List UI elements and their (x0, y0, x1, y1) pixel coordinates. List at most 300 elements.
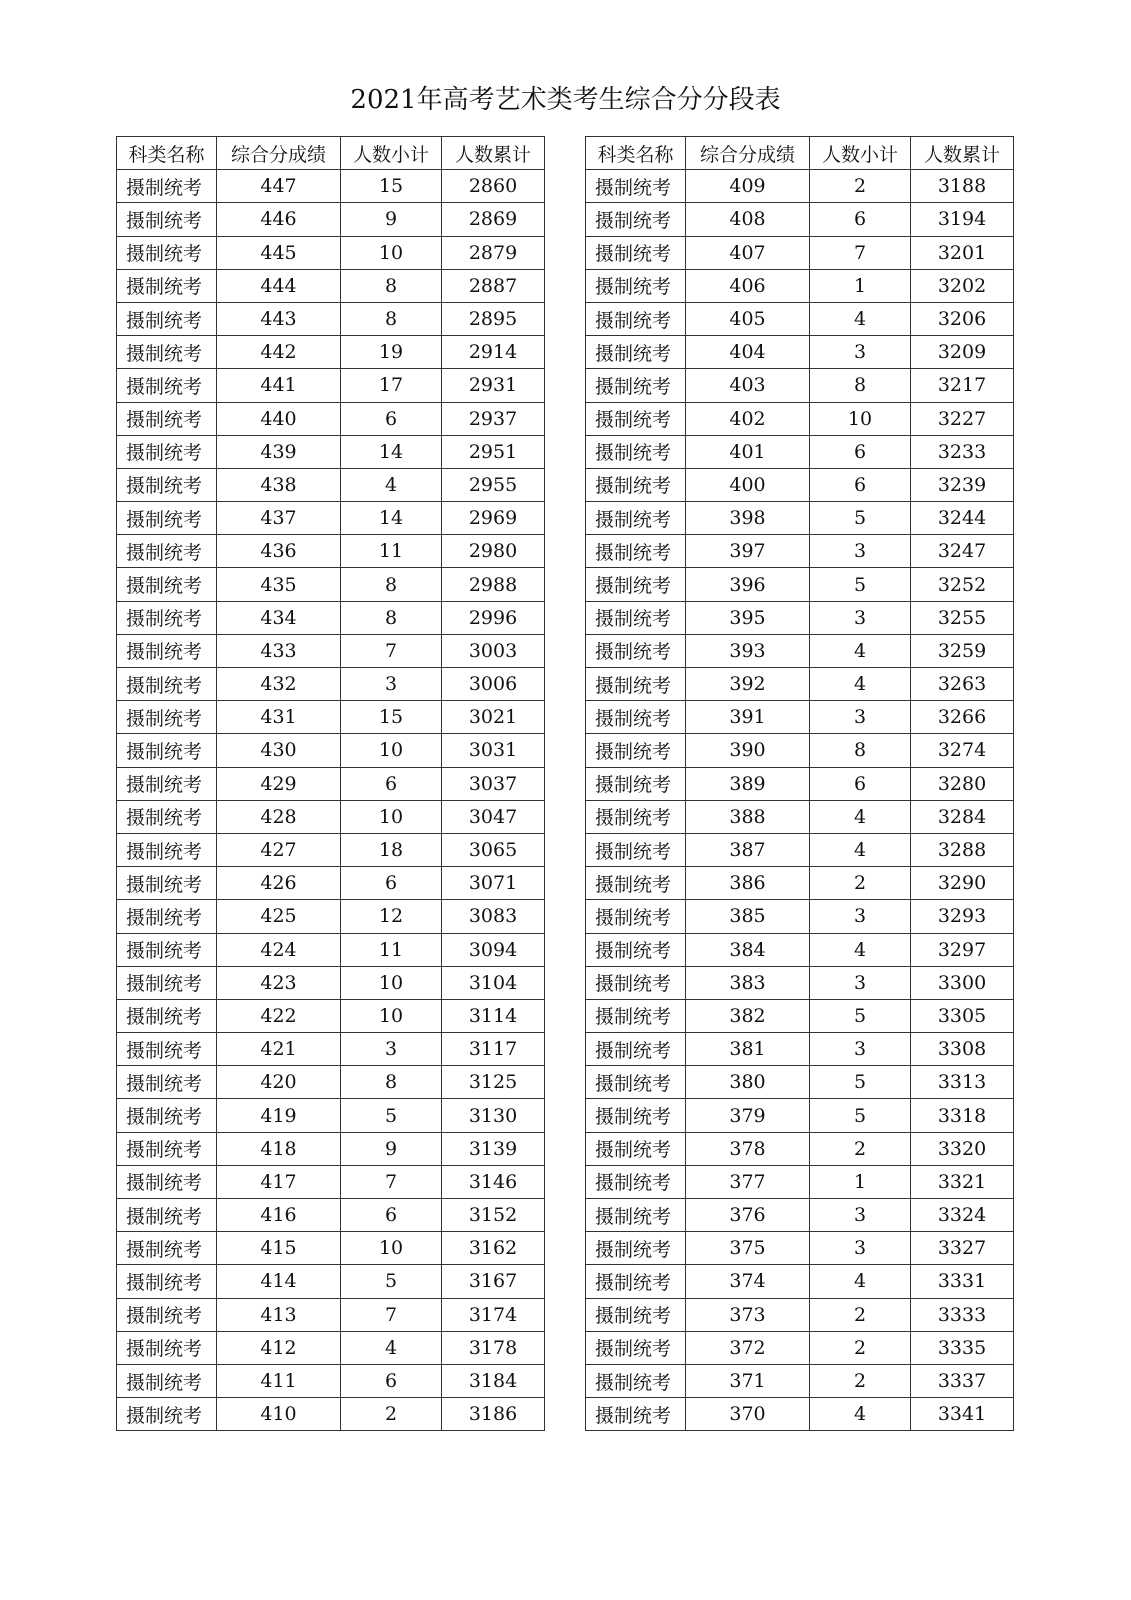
score-cell: 427 (217, 833, 341, 866)
table-row (586, 966, 1014, 999)
cumulative-cell: 2980 (442, 535, 545, 568)
cumulative-cell: 3324 (911, 1199, 1014, 1232)
score-cell: 428 (217, 800, 341, 833)
table-row (117, 170, 545, 203)
cumulative-cell: 3186 (442, 1398, 545, 1431)
cumulative-cell: 3308 (911, 1033, 1014, 1066)
column-header: 人数小计 (341, 137, 442, 170)
table-header-row (117, 137, 545, 170)
count-cell: 2 (810, 1331, 911, 1364)
table-row (586, 1364, 1014, 1397)
cumulative-cell: 3184 (442, 1364, 545, 1397)
cumulative-cell: 3255 (911, 601, 1014, 634)
category-cell: 摄制统考 (586, 568, 686, 601)
cumulative-cell: 3337 (911, 1364, 1014, 1397)
category-cell: 摄制统考 (117, 402, 217, 435)
score-cell: 381 (686, 1033, 810, 1066)
cumulative-cell: 3201 (911, 236, 1014, 269)
category-cell: 摄制统考 (586, 1265, 686, 1298)
category-cell: 摄制统考 (117, 203, 217, 236)
table-row (117, 734, 545, 767)
score-cell: 433 (217, 634, 341, 667)
cumulative-cell: 3117 (442, 1033, 545, 1066)
cumulative-cell: 3266 (911, 701, 1014, 734)
cumulative-cell: 3065 (442, 833, 545, 866)
score-cell: 435 (217, 568, 341, 601)
cumulative-cell: 3083 (442, 900, 545, 933)
table-row (586, 701, 1014, 734)
count-cell: 7 (341, 1298, 442, 1331)
category-cell: 摄制统考 (117, 302, 217, 335)
table-row (117, 435, 545, 468)
cumulative-cell: 3021 (442, 701, 545, 734)
score-cell: 431 (217, 701, 341, 734)
score-cell: 401 (686, 435, 810, 468)
table-row (117, 568, 545, 601)
category-cell: 摄制统考 (586, 1298, 686, 1331)
category-cell: 摄制统考 (586, 435, 686, 468)
score-table-right (585, 136, 1014, 1431)
count-cell: 5 (341, 1265, 442, 1298)
count-cell: 15 (341, 701, 442, 734)
count-cell: 19 (341, 336, 442, 369)
cumulative-cell: 3167 (442, 1265, 545, 1298)
table-row (586, 1099, 1014, 1132)
score-cell: 422 (217, 999, 341, 1032)
table-row (586, 203, 1014, 236)
category-cell: 摄制统考 (117, 1199, 217, 1232)
cumulative-cell: 3233 (911, 435, 1014, 468)
count-cell: 2 (810, 1364, 911, 1397)
cumulative-cell: 3130 (442, 1099, 545, 1132)
count-cell: 8 (810, 369, 911, 402)
column-header: 综合分成绩 (686, 137, 810, 170)
count-cell: 14 (341, 502, 442, 535)
count-cell: 3 (810, 601, 911, 634)
category-cell: 摄制统考 (117, 468, 217, 501)
cumulative-cell: 3321 (911, 1165, 1014, 1198)
category-cell: 摄制统考 (117, 1331, 217, 1364)
score-cell: 373 (686, 1298, 810, 1331)
cumulative-cell: 3202 (911, 269, 1014, 302)
score-cell: 445 (217, 236, 341, 269)
category-cell: 摄制统考 (117, 1364, 217, 1397)
cumulative-cell: 3071 (442, 867, 545, 900)
category-cell: 摄制统考 (586, 1099, 686, 1132)
cumulative-cell: 2887 (442, 269, 545, 302)
count-cell: 4 (810, 668, 911, 701)
count-cell: 10 (341, 800, 442, 833)
score-cell: 419 (217, 1099, 341, 1132)
score-cell: 371 (686, 1364, 810, 1397)
cumulative-cell: 3006 (442, 668, 545, 701)
category-cell: 摄制统考 (117, 236, 217, 269)
count-cell: 8 (341, 601, 442, 634)
count-cell: 3 (810, 535, 911, 568)
table-row (117, 369, 545, 402)
category-cell: 摄制统考 (586, 833, 686, 866)
category-cell: 摄制统考 (586, 1165, 686, 1198)
count-cell: 5 (810, 999, 911, 1032)
table-row (117, 1364, 545, 1397)
table-row (586, 734, 1014, 767)
category-cell: 摄制统考 (586, 336, 686, 369)
cumulative-cell: 3274 (911, 734, 1014, 767)
count-cell: 6 (341, 402, 442, 435)
category-cell: 摄制统考 (117, 800, 217, 833)
count-cell: 10 (810, 402, 911, 435)
category-cell: 摄制统考 (586, 203, 686, 236)
score-cell: 420 (217, 1066, 341, 1099)
count-cell: 10 (341, 734, 442, 767)
count-cell: 3 (341, 668, 442, 701)
category-cell: 摄制统考 (117, 170, 217, 203)
count-cell: 4 (810, 800, 911, 833)
count-cell: 4 (810, 302, 911, 335)
count-cell: 2 (341, 1398, 442, 1431)
cumulative-cell: 3037 (442, 767, 545, 800)
cumulative-cell: 3139 (442, 1132, 545, 1165)
category-cell: 摄制统考 (117, 634, 217, 667)
count-cell: 3 (810, 900, 911, 933)
count-cell: 5 (341, 1099, 442, 1132)
score-cell: 446 (217, 203, 341, 236)
category-cell: 摄制统考 (586, 601, 686, 634)
category-cell: 摄制统考 (586, 1232, 686, 1265)
score-cell: 438 (217, 468, 341, 501)
table-row (117, 1232, 545, 1265)
table-row (117, 1165, 545, 1198)
table-row (117, 668, 545, 701)
score-cell: 391 (686, 701, 810, 734)
cumulative-cell: 3227 (911, 402, 1014, 435)
cumulative-cell: 2895 (442, 302, 545, 335)
category-cell: 摄制统考 (117, 900, 217, 933)
table-row (117, 468, 545, 501)
table-row (117, 203, 545, 236)
count-cell: 2 (810, 867, 911, 900)
table-row (586, 435, 1014, 468)
category-cell: 摄制统考 (586, 1066, 686, 1099)
category-cell: 摄制统考 (586, 634, 686, 667)
column-header: 综合分成绩 (217, 137, 341, 170)
count-cell: 6 (810, 435, 911, 468)
cumulative-cell: 3320 (911, 1132, 1014, 1165)
score-cell: 410 (217, 1398, 341, 1431)
score-cell: 444 (217, 269, 341, 302)
score-cell: 397 (686, 535, 810, 568)
score-cell: 395 (686, 601, 810, 634)
category-cell: 摄制统考 (117, 999, 217, 1032)
cumulative-cell: 3297 (911, 933, 1014, 966)
column-header: 科类名称 (117, 137, 217, 170)
table-row (586, 568, 1014, 601)
cumulative-cell: 3178 (442, 1331, 545, 1364)
count-cell: 5 (810, 568, 911, 601)
category-cell: 摄制统考 (586, 1398, 686, 1431)
score-cell: 378 (686, 1132, 810, 1165)
count-cell: 4 (810, 833, 911, 866)
category-cell: 摄制统考 (586, 668, 686, 701)
cumulative-cell: 3209 (911, 336, 1014, 369)
cumulative-cell: 3217 (911, 369, 1014, 402)
cumulative-cell: 3206 (911, 302, 1014, 335)
table-header-row (586, 137, 1014, 170)
category-cell: 摄制统考 (586, 701, 686, 734)
count-cell: 14 (341, 435, 442, 468)
count-cell: 1 (810, 1165, 911, 1198)
category-cell: 摄制统考 (586, 1132, 686, 1165)
score-cell: 370 (686, 1398, 810, 1431)
cumulative-cell: 3114 (442, 999, 545, 1032)
cumulative-cell: 3104 (442, 966, 545, 999)
cumulative-cell: 3284 (911, 800, 1014, 833)
cumulative-cell: 2869 (442, 203, 545, 236)
score-cell: 440 (217, 402, 341, 435)
category-cell: 摄制统考 (117, 833, 217, 866)
score-cell: 374 (686, 1265, 810, 1298)
category-cell: 摄制统考 (586, 402, 686, 435)
score-cell: 418 (217, 1132, 341, 1165)
count-cell: 12 (341, 900, 442, 933)
score-cell: 415 (217, 1232, 341, 1265)
category-cell: 摄制统考 (117, 933, 217, 966)
category-cell: 摄制统考 (117, 867, 217, 900)
category-cell: 摄制统考 (586, 900, 686, 933)
table-row (117, 535, 545, 568)
category-cell: 摄制统考 (117, 1033, 217, 1066)
cumulative-cell: 2988 (442, 568, 545, 601)
table-row (586, 933, 1014, 966)
cumulative-cell: 2955 (442, 468, 545, 501)
column-header: 人数小计 (810, 137, 911, 170)
count-cell: 6 (810, 468, 911, 501)
count-cell: 18 (341, 833, 442, 866)
cumulative-cell: 3244 (911, 502, 1014, 535)
score-cell: 379 (686, 1099, 810, 1132)
score-cell: 404 (686, 336, 810, 369)
category-cell: 摄制统考 (586, 767, 686, 800)
cumulative-cell: 3280 (911, 767, 1014, 800)
cumulative-cell: 2969 (442, 502, 545, 535)
count-cell: 9 (341, 1132, 442, 1165)
category-cell: 摄制统考 (586, 734, 686, 767)
score-cell: 402 (686, 402, 810, 435)
count-cell: 4 (341, 468, 442, 501)
table-row (586, 668, 1014, 701)
table-row (117, 1199, 545, 1232)
score-cell: 439 (217, 435, 341, 468)
count-cell: 6 (341, 1364, 442, 1397)
cumulative-cell: 3047 (442, 800, 545, 833)
table-row (586, 1298, 1014, 1331)
score-cell: 413 (217, 1298, 341, 1331)
score-cell: 416 (217, 1199, 341, 1232)
cumulative-cell: 2996 (442, 601, 545, 634)
score-cell: 388 (686, 800, 810, 833)
category-cell: 摄制统考 (117, 1232, 217, 1265)
count-cell: 3 (810, 1033, 911, 1066)
table-row (586, 999, 1014, 1032)
count-cell: 11 (341, 535, 442, 568)
table-row (117, 1066, 545, 1099)
count-cell: 3 (341, 1033, 442, 1066)
count-cell: 8 (810, 734, 911, 767)
score-cell: 436 (217, 535, 341, 568)
count-cell: 4 (810, 1398, 911, 1431)
score-cell: 376 (686, 1199, 810, 1232)
category-cell: 摄制统考 (117, 1132, 217, 1165)
category-cell: 摄制统考 (586, 170, 686, 203)
table-row (117, 634, 545, 667)
count-cell: 8 (341, 269, 442, 302)
category-cell: 摄制统考 (586, 502, 686, 535)
cumulative-cell: 3318 (911, 1099, 1014, 1132)
table-row (586, 402, 1014, 435)
table-row (117, 800, 545, 833)
score-cell: 406 (686, 269, 810, 302)
table-row (586, 269, 1014, 302)
score-cell: 393 (686, 634, 810, 667)
cumulative-cell: 3293 (911, 900, 1014, 933)
score-cell: 396 (686, 568, 810, 601)
table-row (586, 1232, 1014, 1265)
count-cell: 2 (810, 1132, 911, 1165)
cumulative-cell: 2860 (442, 170, 545, 203)
category-cell: 摄制统考 (117, 336, 217, 369)
category-cell: 摄制统考 (586, 1199, 686, 1232)
score-cell: 425 (217, 900, 341, 933)
score-cell: 421 (217, 1033, 341, 1066)
table-row (117, 999, 545, 1032)
score-cell: 375 (686, 1232, 810, 1265)
count-cell: 3 (810, 1232, 911, 1265)
table-row (117, 833, 545, 866)
score-cell: 383 (686, 966, 810, 999)
table-row (586, 767, 1014, 800)
count-cell: 7 (341, 1165, 442, 1198)
cumulative-cell: 3125 (442, 1066, 545, 1099)
cumulative-cell: 3335 (911, 1331, 1014, 1364)
count-cell: 6 (810, 203, 911, 236)
column-header: 科类名称 (586, 137, 686, 170)
table-row (586, 535, 1014, 568)
score-cell: 423 (217, 966, 341, 999)
table-row (586, 800, 1014, 833)
score-cell: 443 (217, 302, 341, 335)
score-cell: 434 (217, 601, 341, 634)
cumulative-cell: 3263 (911, 668, 1014, 701)
score-cell: 429 (217, 767, 341, 800)
category-cell: 摄制统考 (117, 966, 217, 999)
table-row (586, 302, 1014, 335)
score-cell: 387 (686, 833, 810, 866)
category-cell: 摄制统考 (117, 1066, 217, 1099)
category-cell: 摄制统考 (586, 1033, 686, 1066)
cumulative-cell: 3094 (442, 933, 545, 966)
score-table-left (116, 136, 545, 1431)
score-cell: 380 (686, 1066, 810, 1099)
table-row (117, 966, 545, 999)
table-row (117, 767, 545, 800)
count-cell: 3 (810, 966, 911, 999)
table-row (117, 867, 545, 900)
count-cell: 4 (810, 1265, 911, 1298)
table-row (117, 236, 545, 269)
category-cell: 摄制统考 (586, 468, 686, 501)
table-row (117, 269, 545, 302)
table-row (117, 1298, 545, 1331)
category-cell: 摄制统考 (117, 269, 217, 302)
category-cell: 摄制统考 (117, 668, 217, 701)
cumulative-cell: 3333 (911, 1298, 1014, 1331)
table-row (117, 502, 545, 535)
category-cell: 摄制统考 (117, 1265, 217, 1298)
score-cell: 385 (686, 900, 810, 933)
table-row (117, 1132, 545, 1165)
count-cell: 5 (810, 502, 911, 535)
cumulative-cell: 2951 (442, 435, 545, 468)
table-row (117, 1099, 545, 1132)
cumulative-cell: 3259 (911, 634, 1014, 667)
category-cell: 摄制统考 (586, 236, 686, 269)
score-cell: 426 (217, 867, 341, 900)
score-cell: 441 (217, 369, 341, 402)
cumulative-cell: 3174 (442, 1298, 545, 1331)
count-cell: 3 (810, 701, 911, 734)
score-cell: 403 (686, 369, 810, 402)
count-cell: 4 (810, 933, 911, 966)
score-cell: 400 (686, 468, 810, 501)
category-cell: 摄制统考 (586, 867, 686, 900)
count-cell: 15 (341, 170, 442, 203)
cumulative-cell: 3247 (911, 535, 1014, 568)
count-cell: 9 (341, 203, 442, 236)
cumulative-cell: 3252 (911, 568, 1014, 601)
cumulative-cell: 3031 (442, 734, 545, 767)
table-row (586, 1132, 1014, 1165)
count-cell: 7 (810, 236, 911, 269)
score-cell: 412 (217, 1331, 341, 1364)
count-cell: 3 (810, 1199, 911, 1232)
cumulative-cell: 3003 (442, 634, 545, 667)
table-row (586, 900, 1014, 933)
score-cell: 437 (217, 502, 341, 535)
table-row (117, 900, 545, 933)
score-cell: 386 (686, 867, 810, 900)
count-cell: 6 (341, 867, 442, 900)
count-cell: 2 (810, 1298, 911, 1331)
category-cell: 摄制统考 (586, 933, 686, 966)
category-cell: 摄制统考 (117, 601, 217, 634)
category-cell: 摄制统考 (586, 1364, 686, 1397)
score-cell: 398 (686, 502, 810, 535)
page-title: 2021年高考艺术类考生综合分分段表 (350, 85, 781, 115)
category-cell: 摄制统考 (117, 568, 217, 601)
score-cell: 409 (686, 170, 810, 203)
category-cell: 摄制统考 (586, 800, 686, 833)
table-row (117, 402, 545, 435)
category-cell: 摄制统考 (586, 369, 686, 402)
cumulative-cell: 3162 (442, 1232, 545, 1265)
score-cell: 408 (686, 203, 810, 236)
score-cell: 430 (217, 734, 341, 767)
count-cell: 3 (810, 336, 911, 369)
table-row (117, 701, 545, 734)
category-cell: 摄制统考 (117, 734, 217, 767)
table-row (117, 1265, 545, 1298)
category-cell: 摄制统考 (117, 1099, 217, 1132)
